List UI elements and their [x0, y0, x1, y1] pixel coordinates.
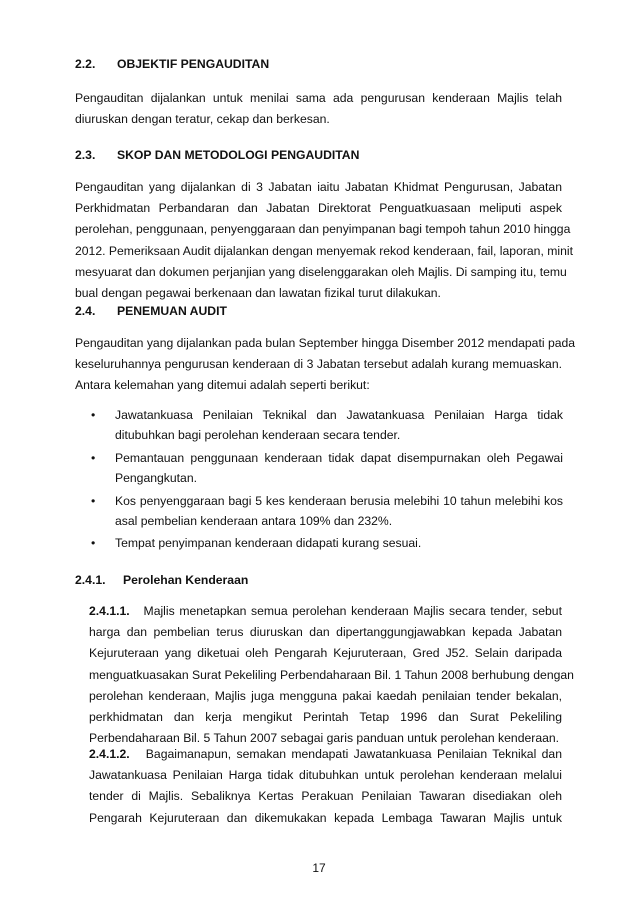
section-heading-2-3 [75, 147, 359, 163]
text-line: Pengauditan dijalankan untuk menilai sama ada pengurusan kenderaan Majlis telah [75, 91, 562, 105]
text-line: Pengarah Kejuruteraan dan dikemukakan kepada Lembaga Tawaran Majlis untuk [89, 810, 562, 825]
text-line: Pemantauan penggunaan kenderaan tidak dapat disempurnakan oleh Pegawai [115, 451, 563, 465]
list-item [75, 449, 563, 488]
list-item [75, 406, 563, 445]
text-fragment: Bagaimanapun, semakan mendapati Jawatankuasa Penilaian Teknikal dan [145, 747, 562, 761]
text-line [89, 601, 562, 622]
text-line: Tempat penyimpanan kenderaan didapati kurang sesuai. [115, 536, 422, 550]
paragraph-penemuan [75, 333, 576, 397]
subsection-number: 2.4.1.1. [89, 604, 130, 618]
text-line: Jawatankuasa Penilaian Teknikal dan Jawatankuasa Penilaian Harga tidak [115, 408, 563, 422]
section-heading-2-2 [75, 56, 269, 72]
section-number: 2.2. [75, 57, 96, 71]
text-line: harga dan pembelian terus diuruskan dan dipertanggungjawabkan kepada Jabatan [89, 625, 562, 640]
section-heading-2-4-1 [75, 572, 248, 588]
bullet-icon: • [91, 451, 96, 465]
text-line: tender di Majlis. Sebaliknya Kertas Perakuan Penilaian Tawaran disediakan oleh [89, 789, 562, 804]
text-line: menguatkuasakan Surat Pekeliling Perbendaharaan Bil. 1 Tahun 2008 berhubung dengan [89, 667, 574, 682]
text-fragment: Majlis menetapkan semua perolehan kenderaan Majlis secara tender, sebut [143, 604, 562, 618]
text-line: Jawatankuasa Penilaian Harga tidak ditubuhkan untuk perolehan kenderaan melalui [89, 768, 562, 783]
bullet-icon: • [91, 408, 96, 422]
text-line: Pengauditan yang dijalankan pada bulan September hingga Disember 2012 mendapati pada [75, 336, 576, 350]
text-line: 2012. Pemeriksaan Audit dijalankan dengan menyemak rekod kenderaan, fail, laporan, minit [75, 243, 573, 258]
section-number: 2.4. [75, 304, 96, 318]
section-heading-2-4 [75, 303, 227, 319]
text-line: mesyuarat dan dokumen perjanjian yang diselenggarakan oleh Majlis. Di samping itu, temu [75, 264, 567, 279]
section-number: 2.4.1. [75, 573, 106, 587]
text-line: Perkhidmatan Perbandaran dan Jabatan Direktorat Penguatkuasaan meliputi aspek [75, 201, 562, 216]
text-line: perolehan kenderaan, Majlis juga mengguna pakai kaedah penilaian tender bekalan, [89, 688, 562, 703]
text-line: ditubuhkan bagi perolehan kenderaan secara tender. [115, 427, 401, 442]
text-line: Perbendaharaan Bil. 5 Tahun 2007 sebagai garis panduan untuk perolehan kenderaan. [89, 731, 560, 746]
list-item [75, 534, 563, 554]
text-line: Antara kelemahan yang ditemui adalah seperti berikut: [75, 378, 370, 393]
text-line: Kejuruteraan yang diketuai oleh Pengarah Kejuruteraan, Gred J52. Selain daripada [89, 646, 562, 661]
text-line [89, 744, 562, 765]
text-line: Pengangkutan. [115, 470, 197, 485]
subsection-number: 2.4.1.2. [89, 747, 130, 761]
list-item [75, 492, 563, 531]
section-title: Perolehan Kenderaan [123, 573, 249, 587]
text-line: Kos penyenggaraan bagi 5 kes kenderaan berusia melebihi 10 tahun melebihi kos [115, 494, 563, 508]
section-title: SKOP DAN METODOLOGI PENGAUDITAN [117, 148, 360, 162]
section-title: OBJEKTIF PENGAUDITAN [117, 57, 270, 71]
paragraph-2-4-1-1 [89, 601, 574, 749]
page-number: 17 [312, 861, 326, 875]
bullet-icon: • [91, 536, 96, 550]
text-line: asal pembelian kenderaan antara 109% dan 232%. [115, 513, 393, 528]
text-line: Pengauditan yang dijalankan di 3 Jabatan iaitu Jabatan Khidmat Pengurusan, Jabatan [75, 180, 562, 194]
text-line: diuruskan dengan teratur, cekap dan berkesan. [75, 112, 330, 127]
text-line: bual dengan pegawai berkenaan dan lawatan fizikal turut dilakukan. [75, 286, 441, 301]
paragraph-objektif [75, 88, 562, 130]
bullet-icon: • [91, 494, 96, 508]
text-line: perkhidmatan dan kerja mengikut Perintah Tetap 1996 dan Surat Pekeliling [89, 710, 562, 725]
section-number: 2.3. [75, 148, 96, 162]
paragraph-2-4-1-2 [89, 744, 562, 829]
text-line: keseluruhannya pengurusan kenderaan di 3 Jabatan tersebut adalah kurang memuaskan. [75, 357, 562, 372]
text-line: perolehan, penggunaan, penyenggaraan dan penyimpanan bagi tempoh tahun 2010 hingga [75, 222, 571, 237]
paragraph-skop [75, 177, 573, 304]
section-title: PENEMUAN AUDIT [117, 304, 227, 318]
